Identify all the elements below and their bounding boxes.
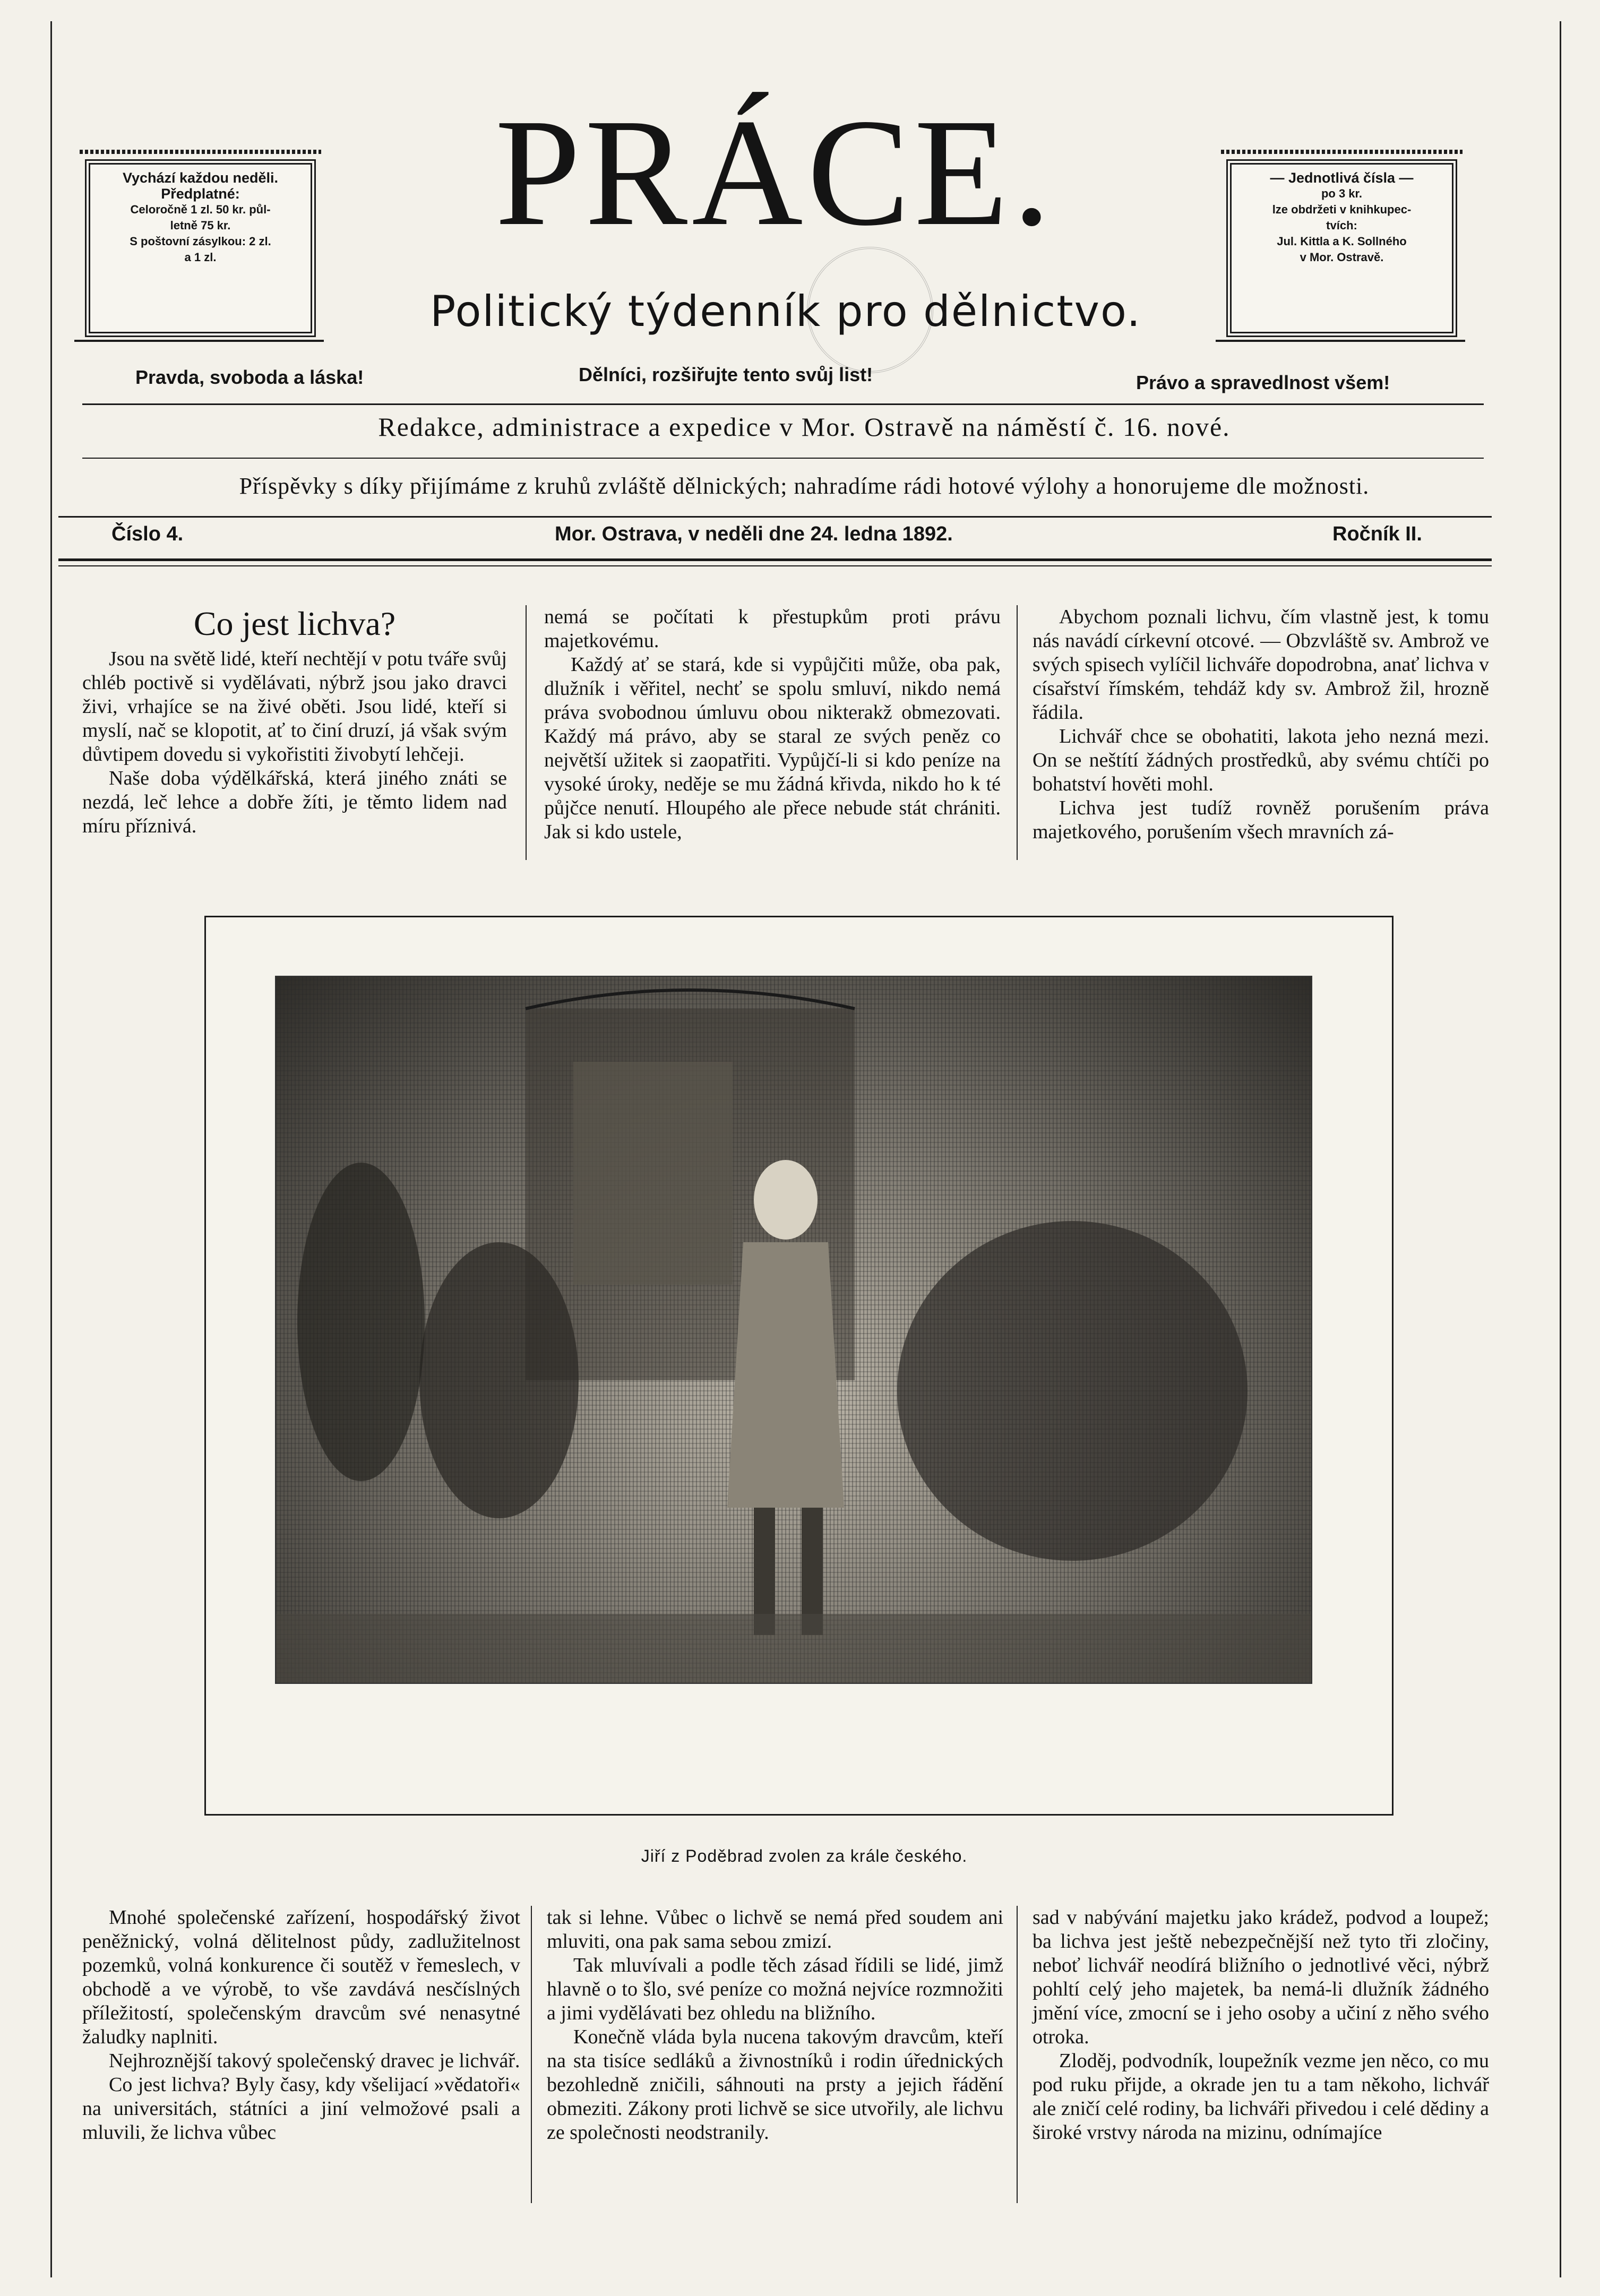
engraving-image bbox=[275, 976, 1312, 1684]
crowd-left bbox=[297, 1163, 425, 1481]
article-column-5 bbox=[547, 1906, 1003, 2145]
paragraph: Zloděj, podvodník, loupežník vezme jen něco, co mu pod ruku přijde, a okrade jen tu a tam někoho, lichvář ale zničí celé rodiny, ba lichváři přivedou i celé dědiny a široké vrstvy národa na mizinu, odnímajíce bbox=[1033, 2050, 1489, 2144]
motto-left: Pravda, svoboda a láska! bbox=[135, 366, 364, 388]
paragraph: tak si lehne. Vůbec o lichvě se nemá před soudem ani mluviti, ona pak sama sebou zmizí. bbox=[547, 1906, 1003, 1953]
rule bbox=[58, 558, 1492, 561]
single-issue-box bbox=[1226, 159, 1457, 337]
rule bbox=[74, 340, 324, 342]
paragraph: Naše doba výdělkářská, která jiného znáti se nezdá, leč lehce a dobře žíti, je těmto lidem nad míru příznivá. bbox=[82, 767, 507, 837]
tapestry bbox=[573, 1062, 733, 1285]
rule bbox=[82, 458, 1484, 459]
paragraph: Nejhroznější takový společenský dravec je lichvář. bbox=[109, 2050, 520, 2072]
box-line: Jul. Kittla a K. Sollného bbox=[1277, 235, 1407, 248]
kneeling-nobles-left bbox=[419, 1242, 579, 1518]
illustration-caption: Jiří z Poděbrad zvolen za krále českého. bbox=[641, 1846, 968, 1865]
volume: Ročník II. bbox=[1332, 523, 1422, 545]
canopy-arch bbox=[526, 990, 855, 1009]
issue-number: Číslo 4. bbox=[111, 523, 184, 545]
box-line: a 1 zl. bbox=[184, 251, 217, 264]
paragraph: Lichvář chce se obohatiti, lakota jeho nezná mezi. On se neštítí žádných prostředků, aby svému chtíči po bohatství hověti mohl. bbox=[1033, 725, 1489, 795]
article-column-1 bbox=[82, 603, 507, 838]
subscription-box bbox=[85, 159, 316, 337]
king-robe bbox=[727, 1242, 844, 1508]
column-rule bbox=[526, 605, 527, 860]
article-column-3 bbox=[1033, 605, 1489, 844]
article-heading: Co jest lichva? bbox=[193, 605, 396, 642]
box-line: Vychází každou neděli. bbox=[122, 170, 279, 186]
rule bbox=[82, 403, 1484, 405]
paragraph: Tak mluvívali a podle těch zásad řídili se lidé, jimž hlavně o to šlo, své peníze co možná nejvíce rozmnožiti a jimi vydělávati bez ohledu na bližního. bbox=[547, 1954, 1003, 2024]
king-head bbox=[754, 1160, 818, 1240]
rule bbox=[58, 565, 1492, 566]
crowd-right bbox=[897, 1221, 1248, 1561]
box-line: Předplatné: bbox=[161, 186, 240, 202]
box-cap-left bbox=[80, 150, 321, 154]
article-column-6 bbox=[1033, 1906, 1489, 2145]
newspaper-subtitle: Politický týdenník pro dělnictvo. bbox=[430, 287, 1141, 336]
contributions-note: Příspěvky s díky přijímáme z kruhů zvláště dělnických; nahradíme rádi hotové výlohy a honorujeme dle možnosti. bbox=[239, 473, 1370, 499]
box-line: S poštovní zásylkou: 2 zl. bbox=[130, 235, 271, 248]
office-address: Redakce, administrace a expedice v Mor. Ostravě na náměstí č. 16. nové. bbox=[378, 412, 1231, 442]
rule bbox=[1216, 340, 1465, 342]
article-column-2 bbox=[544, 605, 1001, 844]
box-line: tvích: bbox=[1326, 219, 1357, 232]
newspaper-title: PRÁCE. bbox=[495, 87, 1055, 257]
box-line: — Jednotlivá čísla — bbox=[1270, 170, 1414, 186]
rule bbox=[58, 516, 1492, 518]
paragraph: Konečně vláda byla nucena takovým dravcům, kteří na sta tisíce sedláků a živnostníků i rodin úřednických bezohledně zničili, sáhnouti na prsty a jejich řádění obmeziti. Zákony proti lichvě se sice utvořily, ale lichvu ze společnosti neodstranily. bbox=[547, 2026, 1003, 2144]
paragraph: Co jest lichva? Byly časy, kdy všelijací »vědatoři« na universitách, státníci a jiní velmožové psali a mluvili, že lichva vůbec bbox=[82, 2074, 520, 2144]
paragraph: Lichva jest tudíž rovněž porušením práva majetkového, porušením všech mravních zá- bbox=[1033, 797, 1489, 843]
paragraph: nemá se počítati k přestupkům proti právu majetkovému. bbox=[544, 606, 1001, 652]
box-line: Celoročně 1 zl. 50 kr. půl- bbox=[130, 203, 271, 216]
paragraph: Mnohé společenské zařízení, hospodářský život peněžnický, volná dělitelnost půdy, zadlužitelnost pozemků, volná konkurence či soutěž v řemeslech, v obchodě a ve výrobě, to vše zavdává nesčíslných příležitostí, společenským dravcům své nenasytné žaludky naplniti. bbox=[82, 1906, 520, 2048]
column-rule bbox=[1017, 605, 1018, 860]
motto-right: Právo a spravedlnost všem! bbox=[1136, 372, 1390, 393]
paragraph: sad v nabývání majetku jako krádež, podvod a loupež; ba lichva jest ještě nebezpečnější než tyto tři zločiny, neboť lichvář neodírá bližního o jednotlivé věci, nýbrž pohltí celý jeho majetek, ba nemá-li dlužník žádného jmění více, zmocní se i jeho osoby a učiní z něho svého otroka. bbox=[1033, 1906, 1489, 2048]
box-line: letně 75 kr. bbox=[170, 219, 231, 232]
box-line: po 3 kr. bbox=[1321, 187, 1363, 200]
box-line: lze obdržeti v knihkupec- bbox=[1272, 203, 1412, 216]
engraving-scene bbox=[276, 977, 1311, 1683]
floor bbox=[276, 1614, 1311, 1683]
issue-line bbox=[111, 523, 1492, 552]
paragraph: Každý ať se stará, kde si vypůjčiti může, oba pak, dlužník i věřitel, nechť se spolu smluví, nikdo nemá práva svobodnou úmluvu obou nikterakž obmezovati. Každý má právo, aby se staral ze svých peněz co největší užitek si zaopatřiti. Vypůjčí-li si kdo peníze na vysoké úroky, neděje se mu žádná křivda, nikdo ho k té půjčce nenutí. Hloupého ale přece nebude stát chrániti. Jak si kdo ustele, bbox=[544, 653, 1001, 843]
illustration-frame bbox=[204, 916, 1393, 1816]
paragraph: Jsou na světě lidé, kteří nechtějí v potu tváře svůj chléb poctivě si vydělávati, nýbrž jsou jako dravci živi, vrhajíce se na živé oběti. Jsou lidé, kteří si myslí, nač se klopotit, ať to činí druzí, já však svým důvtipem dovedu si vykořistiti živobytí lehčeji. bbox=[82, 648, 507, 766]
box-cap-right bbox=[1221, 150, 1463, 154]
paragraph: Abychom poznali lichvu, čím vlastně jest, k tomu nás navádí církevní otcové. — Obzvláště sv. Ambrož ve svých spisech vylíčil lichváře dopodrobna, anať lichva v císařství římském, tehdáž kdy sv. Ambrož žil, hrozně řádila. bbox=[1033, 606, 1489, 724]
motto-center: Dělníci, rozšiřujte tento svůj list! bbox=[579, 364, 873, 385]
issue-date: Mor. Ostrava, v neděli dne 24. ledna 1892. bbox=[555, 523, 953, 545]
column-rule bbox=[1017, 1906, 1018, 2203]
article-column-4 bbox=[82, 1906, 520, 2145]
box-line: v Mor. Ostravě. bbox=[1300, 251, 1384, 264]
column-rule bbox=[531, 1906, 532, 2203]
